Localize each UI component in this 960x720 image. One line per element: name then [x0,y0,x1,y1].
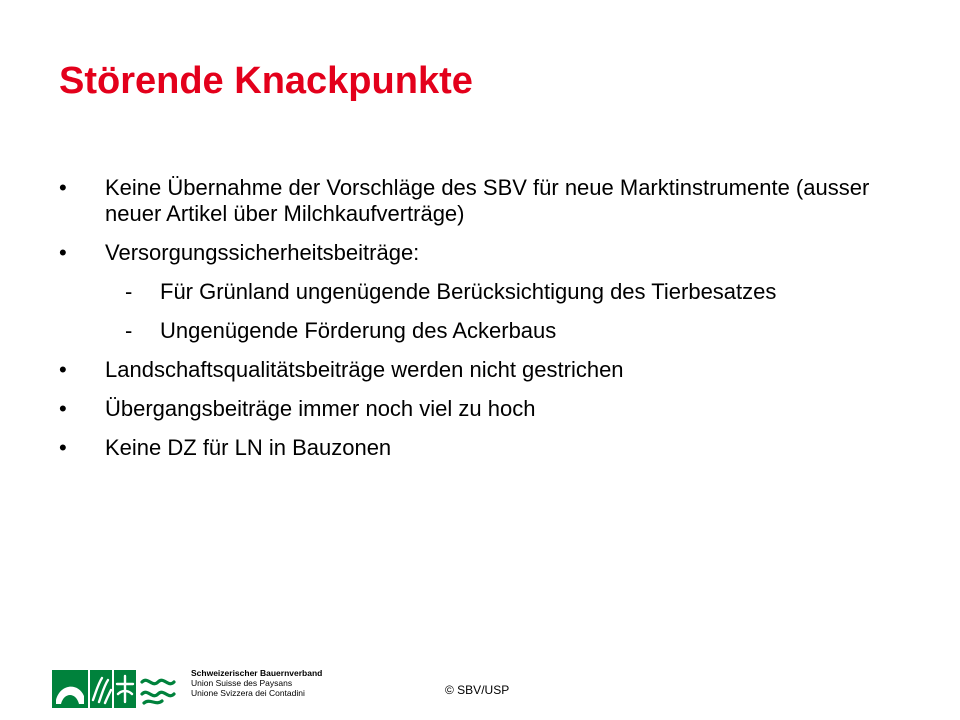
bullet-marker: • [59,396,67,421]
bullet-item [59,435,919,461]
bullet-text: Keine DZ für LN in Bauzonen [105,435,392,460]
copyright-notice: © SBV/USP [445,683,510,697]
bullet-text: Übergangsbeiträge immer noch viel zu hoch [105,396,536,421]
slide-title: Störende Knackpunkte [59,60,473,102]
sub-bullet-text: Ungenügende Förderung des Ackerbaus [160,318,557,343]
footer [0,650,960,720]
bullet-marker: • [59,175,67,200]
sub-bullet-item [59,279,919,305]
bullet-text: Landschaftsqualitätsbeiträge werden nicht gestrichen [105,357,624,382]
org-name-de: Schweizerischer Bauernverband [191,668,323,678]
bullet-item [59,396,919,422]
bullet-list [59,175,919,474]
org-name-it: Unione Svizzera dei Contadini [191,688,305,698]
bullet-marker: • [59,357,67,382]
bullet-text: Versorgungssicherheitsbeiträge: [105,240,420,265]
bullet-item [59,357,919,383]
bullet-item [59,175,919,227]
bullet-item [59,240,919,266]
bullet-marker: • [59,240,67,265]
sub-bullet-text: Für Grünland ungenügende Berücksichtigung des Tierbesatzes [160,279,777,304]
bullet-text: Keine Übernahme der Vorschläge des SBV für neue Marktinstrumente (ausser neuer Artikel über Milchkaufverträge) [105,175,870,226]
org-name-fr: Union Suisse des Paysans [191,678,293,688]
sub-bullet-item [59,318,919,344]
sub-bullet-marker: - [125,318,133,343]
sub-bullet-marker: - [125,279,133,304]
organization-name [191,668,322,698]
sbv-usp-logo-icon [52,670,182,708]
bullet-marker: • [59,435,67,460]
